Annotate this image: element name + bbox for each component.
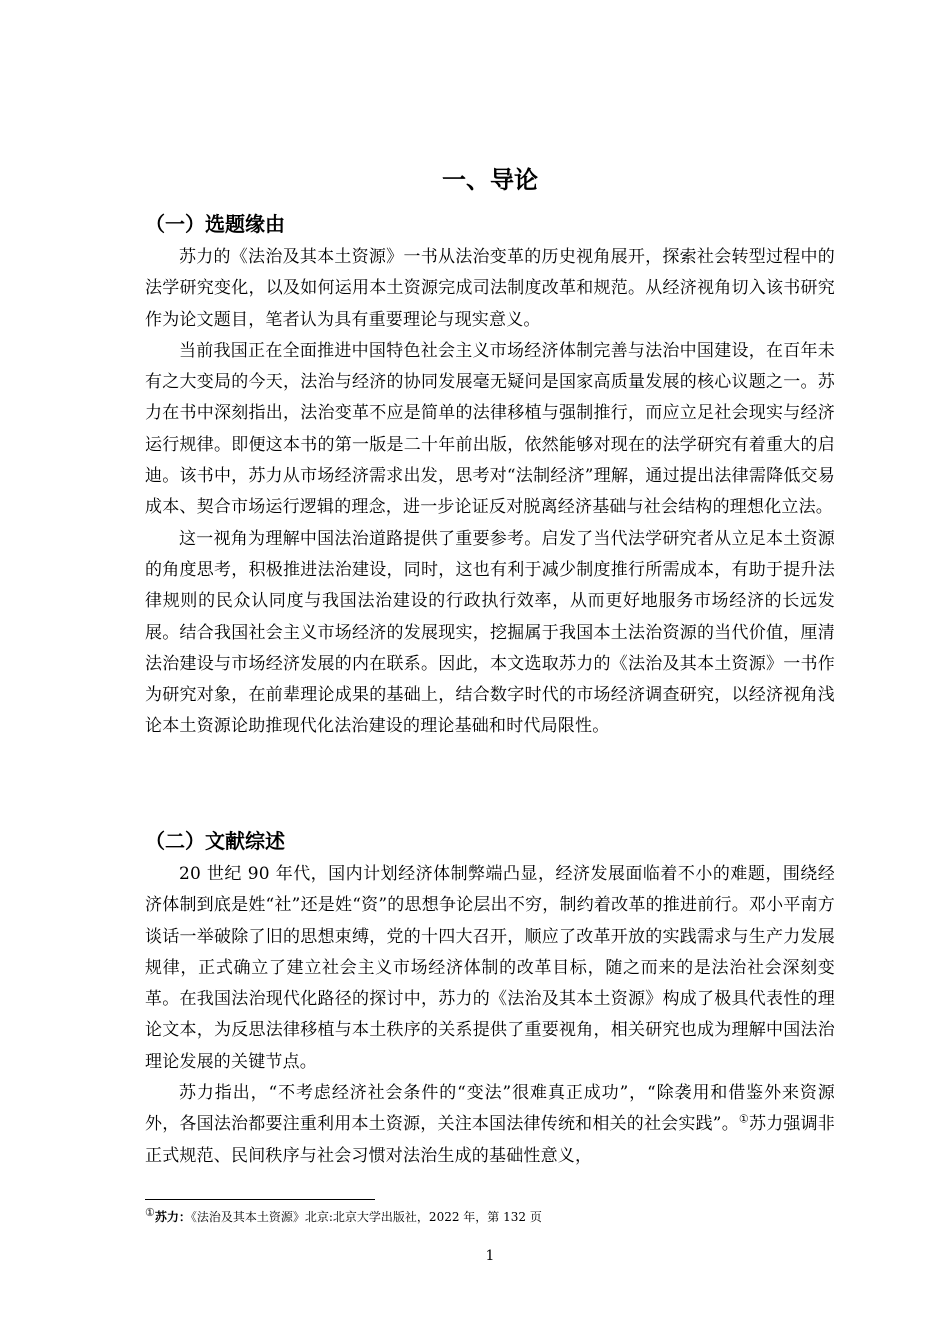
footnote [145,1208,835,1226]
paragraph: 当前我国正在全面推进中国特色社会主义市场经济体制完善与法治中国建设，在百年未有之大变局的今天，法治与经济的协同发展毫无疑问是国家高质量发展的核心议题之一。苏力在书中深刻指出，法治变革不应是简单的法律移植与强制推行，而应立足社会现实与经济运行规律。即便这本书的第一版是二十年前出版，依然能够对现在的法学研究有着重大的启迪。该书中，苏力从市场经济需求出发，思考对“法制经济”理解，通过提出法律需降低交易成本、契合市场运行逻辑的理念，进一步论证反对脱离经济基础与社会结构的理想化立法。 [145,340,835,518]
footnote-author: 苏力： [154,1210,191,1224]
paragraph: 20 世纪 90 年代，国内计划经济体制弊端凸显，经济发展面临着不小的难题，围绕经济体制到底是姓“社”还是姓“资”的思想争论层出不穷，制约着改革的推进前行。邓小平南方谈话一举破除了旧的思想束缚，党的十四大召开，顺应了改革开放的实践需求与生产力发展规律，正式确立了建立社会主义市场经济体制的改革目标，随之而来的是法治社会深刻变革。在我国法治现代化路径的探讨中，苏力的《法治及其本土资源》构成了极具代表性的理论文本，为反思法律移植与本土秩序的关系提供了重要视角，相关研究也成为理解中国法治理论发展的关键节点。 [145,864,835,1072]
paragraph: 苏力的《法治及其本土资源》一书从法治变革的历史视角展开，探索社会转型过程中的法学研究变化，以及如何运用本土资源完成司法制度改革和规范。从经济视角切入该书研究作为论文题目，笔者认为具有重要理论与现实意义。 [145,247,835,330]
section-1-body [145,242,835,743]
section-heading-2: （二）文献综述 [145,829,285,853]
footnote-mark: ① [145,1206,155,1219]
paragraph-text: 苏力指出，“不考虑经济社会条件的“变法”很难真正成功”，“除袭用和借鉴外来资源外，各国法治都要注重利用本土资源，关注本国法律传统和相关的社会实践”。 [145,1083,835,1135]
page-number: 1 [485,1248,495,1264]
section-heading-1: （一）选题缘由 [145,212,285,236]
chapter-title: 一、导论 [442,166,538,194]
footnote-citation: 《法治及其本土资源》北京:北京大学出版社，2022 年，第 132 页 [190,1210,542,1224]
paragraph-text: 苏力强调非正式规范、民间秩序与社会习惯对法治生成的基础性意义， [145,1114,836,1166]
paragraph: 这一视角为理解中国法治道路提供了重要参考。启发了当代法学研究者从立足本土资源的角度思考，积极推进法治建设，同时，这也有利于减少制度推行所需成本，有助于提升法律规则的民众认同度与我国法治建设的行政执行效率，从而更好地服务市场经济的长远发展。结合我国社会主义市场经济的发展现实，挖掘属于我国本土法治资源的当代价值，厘清法治建设与市场经济发展的内在联系。因此，本文选取苏力的《法治及其本土资源》一书作为研究对象，在前辈理论成果的基础上，结合数字时代的市场经济调查研究，以经济视角浅论本土资源论助推现代化法治建设的理论基础和时代局限性。 [145,528,835,737]
footnote-reference[interactable]: ① [738,1112,749,1126]
paragraph [145,1078,835,1172]
section-2-body [145,859,835,1172]
footnote-divider [145,1199,375,1200]
